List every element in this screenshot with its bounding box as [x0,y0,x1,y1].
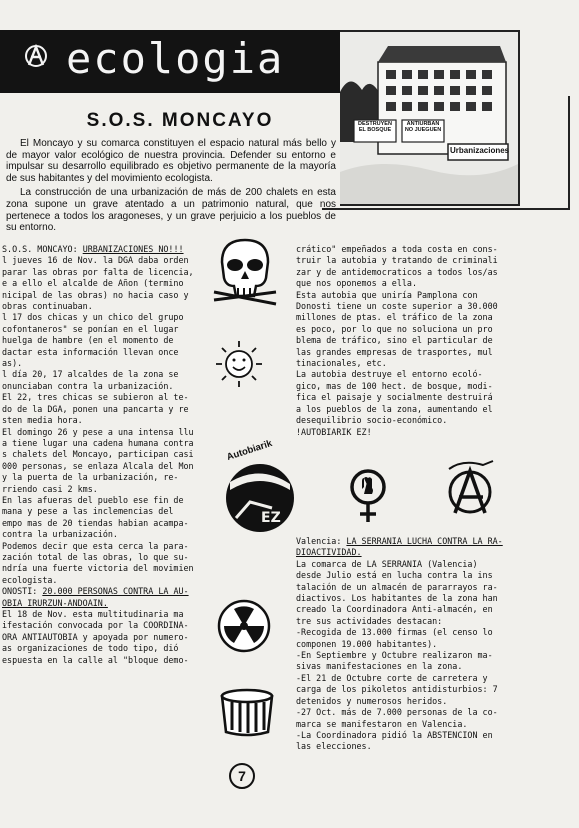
body-text: ecologista. [2,574,58,585]
body-text: gico, mas de 100 hect. de bosque, modi- [296,380,493,391]
body-text: ndría una fuerte victoria del movimien [2,563,194,574]
text-line [2,427,224,438]
sun-face-icon [208,338,270,390]
body-text: dactar esta información llevan once [2,346,179,357]
text-line [296,684,541,695]
body-text: Donosti tiene un coste superior a 30.000 [296,301,498,312]
illustration-sign-left: DESTRUYEN EL BOSQUE [358,121,392,133]
text-line [296,290,536,301]
body-text: diactivos. Los habitantes de la zona han [296,593,498,604]
text-line [2,301,224,312]
text-line [296,255,536,266]
text-line [296,570,541,581]
left-column [2,244,224,666]
text-line [296,536,541,547]
body-text: l 17 dos chicas y un chico del grupo [2,312,184,323]
text-line [2,290,224,301]
text-line [2,404,224,415]
body-text: Esta autobia que uniría Pamplona con [296,289,478,300]
banner-rule [0,90,352,93]
body-text: creado la Coordinadora Anti-almacén, en [296,604,493,615]
text-line [2,347,224,358]
body-text: -La Coordinadora pidió la ABSTENCION en [296,729,493,740]
body-text: !AUTOBIARIK EZ! [296,426,372,437]
body-text: millones de ptas. el tráfico de la zona [296,312,493,323]
page-number: 7 [229,763,255,789]
text-line [2,620,224,631]
text-line [296,335,536,346]
text-line [2,563,224,574]
body-text: que nos oponemos a ella. [296,278,418,289]
body-text: do de la DGA, ponen una pancarta y re [2,403,189,414]
text-line [2,586,224,597]
body-text: obras continuaban. [2,301,93,312]
intro-paragraph: El Moncayo y su comarca constituyen el espacio natural más bello y de mayor valor ecológico de nuestra provincia. Defender su entorno e impulsar su desarrollo equilibrado es objetivo permanente de la mayoría de sus habitantes y del movimiento ecologista. [6,138,336,184]
body-text: las elecciones. [296,741,372,752]
right-column-bottom [296,536,541,753]
body-text: a tiene lugar una cadena humana contra [2,437,194,448]
body-text: y la puerta de la urbanización, re- [2,472,179,483]
section-title: ecologia [66,34,285,83]
body-text: nicipal de las obras) no hacia caso y [2,289,189,300]
body-text: El 18 de Nov. esta multitudinaria ma [2,609,184,619]
text-line [296,404,536,415]
text-line [2,655,224,666]
body-text: huelga de hambre (en el momento de [2,335,174,346]
body-text: 000 personas, se enlaza Alcala del Mon [2,460,194,471]
text-line [296,616,541,627]
text-line [296,312,536,323]
anarchy-a-icon [443,459,497,517]
anarchy-a-icon [24,44,48,68]
urban-buildings-illustration [340,30,520,206]
feminist-symbol-icon [345,468,391,524]
body-text: Podemos decir que esta cerca la para- [2,540,189,551]
body-text: El 22, tres chicas se subieron al te- [2,392,189,403]
text-line [2,609,224,620]
text-line [296,604,541,615]
text-line [2,244,224,255]
text-line [2,541,224,552]
text-line [296,661,541,672]
radiation-icon [216,598,272,654]
body-text: sivas manifestaciones en la zona. [296,661,463,672]
body-text: as organizaciones de todo tipo, dió [2,643,179,654]
body-text: rriendo casi 2 kms. [2,483,98,494]
body-text: -En Septiembre y Octubre realizaron ma- [296,650,493,661]
text-line [296,707,541,718]
text-line [296,301,536,312]
body-text: onunciaban contra la urbanización. [2,380,174,391]
section-location: S.O.S. MONCAYO: [2,244,83,254]
body-text: detenidos y numerosos heridos. [296,695,448,706]
body-text: desde Julio está en lucha contra la ins [296,570,493,581]
text-line [2,255,224,266]
body-text: -El 21 de Octubre corte de carretera y [296,672,488,683]
text-line [296,324,536,335]
section-heading: LA SERRANIA LUCHA CONTRA LA RA- [346,536,503,546]
text-line [296,696,541,707]
text-line [2,438,224,449]
body-text: La autobia destruye el entorno ecoló- [296,369,483,380]
body-text: l día 20, 17 alcaldes de la zona se [2,369,179,380]
text-line [2,461,224,472]
body-text: tre sus actividades destacan: [296,615,443,626]
body-text: blema de tráfico, sino el particular de [296,335,493,346]
body-text: tinacionales, etc. [296,358,387,369]
text-line [2,449,224,460]
text-line [2,575,224,586]
body-text: es poco, por lo que no soluciona un pro [296,323,493,334]
section-heading: URBANIZACIONES NO!!! [82,244,184,254]
text-line [2,312,224,323]
body-text: zar y de antidemocraticos a todos los/as [296,266,498,277]
body-text: empo mas de 20 tiendas habian acampa- [2,517,189,528]
autobiarik-badge-icon [220,456,298,542]
text-line [2,392,224,403]
body-text: as). [2,358,23,369]
text-line [2,278,224,289]
body-text: El domingo 26 y pese a una intensa llu [2,426,194,437]
body-text: ORA ANTIAUTOBIA y apoyada por numero- [2,631,189,642]
text-line [296,347,536,358]
body-text: truir la autobia y tratando de criminali [296,255,498,266]
text-line [2,381,224,392]
body-text: l jueves 16 de Nov. la DGA daba orden [2,255,189,266]
section-location: Valencia: [296,536,347,546]
body-text: desequilibrio socio-económico. [296,415,448,426]
text-line [296,559,541,570]
autobiarik-label: Autobiarik [225,438,274,463]
illustration-sign-right: ANTIURBAN NO JUEGUEN [404,121,442,133]
body-text: a los pueblos de la zona, aumentando el [296,403,493,414]
text-line [296,381,536,392]
text-line [2,484,224,495]
body-text: parar las obras por falta de licencia, [2,266,194,277]
body-text: ifestación convocada por la COORDINA- [2,620,189,631]
body-text: En las afueras del pueblo ese fin de [2,494,184,505]
text-line [2,529,224,540]
body-text: -27 Oct. más de 7.000 personas de la co- [296,707,498,718]
text-line [2,598,224,609]
text-line [296,392,536,403]
text-line [2,472,224,483]
text-line [296,278,536,289]
text-line [296,267,536,278]
body-text: sten media hora. [2,415,83,426]
text-line [296,673,541,684]
text-line [296,369,536,380]
body-text: s chalets del Moncayo, participan casi [2,449,194,460]
text-line [296,358,536,369]
intro-paragraph: La construcción de una urbanización de más de 200 chalets en esta zona supone un grave atentado a un patrimonio natural, que nos pertenece a todos los aragoneses, y un grave perjuicio a los pueblos de su entorno. [6,187,336,234]
body-text: espuesta en la calle al "bloque demo- [2,654,189,665]
text-line [296,627,541,638]
text-line [2,415,224,426]
text-line [2,369,224,380]
text-line [2,335,224,346]
body-text: zación total de las obras, lo que su- [2,551,189,562]
text-line [296,244,536,255]
article-headline: S.O.S. MONCAYO [86,110,274,131]
body-text: marca se manifestaron en Valencia. [296,718,468,729]
text-line [2,632,224,643]
body-text: cofontaneros" se ponían en el lugar [2,323,179,334]
body-text: mana y pese a las inclemencias del [2,506,174,517]
text-line [2,643,224,654]
body-text: carga de los pikoletos antidisturbios: 7 [296,684,498,695]
text-line [2,552,224,563]
text-line [296,593,541,604]
text-line [296,427,536,438]
section-heading: 20.000 PERSONAS CONTRA LA AU- [42,586,189,597]
text-line [296,719,541,730]
text-line [2,506,224,517]
text-line [296,547,541,558]
text-line [2,495,224,506]
toxic-barrel-icon [216,686,278,738]
text-line [296,730,541,741]
body-text: talación de un almacén de pararrayos ra- [296,581,498,592]
text-line [296,650,541,661]
text-line [2,358,224,369]
text-line [2,518,224,529]
section-heading: OBIA IRURZUN-ANDOAIN. [2,597,108,608]
text-line [296,582,541,593]
article-intro [6,138,336,237]
right-column-top [296,244,536,438]
illustration-sign-main: Urbanizaciones [450,146,510,155]
body-text: e a ello el alcalde de Añon (termino [2,278,184,289]
body-text: La comarca de LA SERRANIA (Valencia) [296,558,478,569]
text-line [2,324,224,335]
body-text: las grandes empresas de trasportes, mul [296,346,493,357]
body-text: contra la urbanización. [2,529,118,540]
skull-icon [210,236,280,308]
section-location: ONOSTI: [2,586,43,597]
text-line [2,267,224,278]
section-heading: DIOACTIVIDAD. [296,547,362,558]
body-text: fica el paisaje y socialmente destruirá [296,392,493,403]
text-line [296,639,541,650]
autobiarik-badge-text: EZ [261,510,281,526]
body-text: componen 19.000 habitantes). [296,638,438,649]
body-text: -Recogida de 13.000 firmas (el censo lo [296,627,493,638]
text-line [296,741,541,752]
text-line [296,415,536,426]
body-text: crático" empeñados a toda costa en cons- [296,244,498,254]
